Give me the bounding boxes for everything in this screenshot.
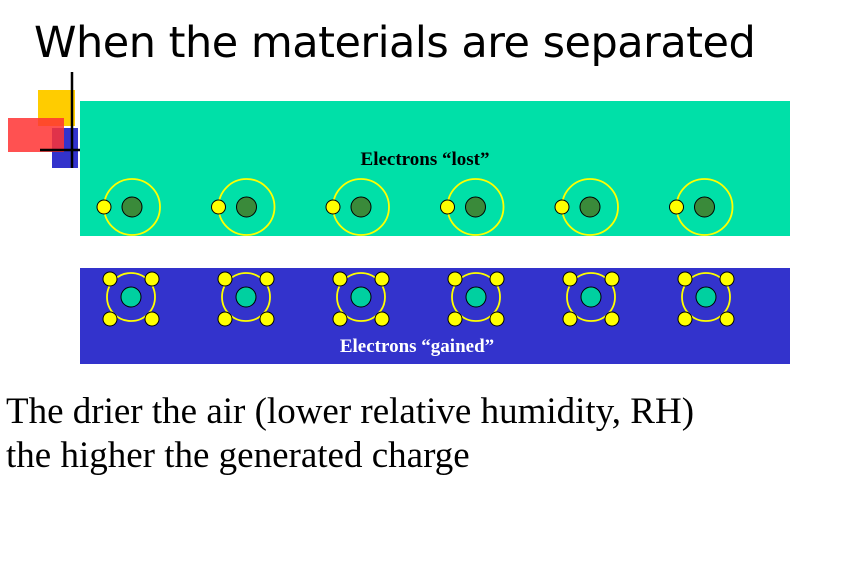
electron	[678, 312, 692, 326]
electron	[720, 312, 734, 326]
electron	[605, 272, 619, 286]
electron	[260, 272, 274, 286]
slide-caption	[6, 390, 856, 478]
electron	[260, 312, 274, 326]
nucleus	[237, 197, 257, 217]
electron	[212, 200, 226, 214]
electron	[375, 312, 389, 326]
electron	[720, 272, 734, 286]
electron	[103, 272, 117, 286]
electron	[563, 312, 577, 326]
electron	[145, 272, 159, 286]
electron	[218, 272, 232, 286]
nucleus	[581, 287, 601, 307]
electron	[490, 272, 504, 286]
electron	[333, 272, 347, 286]
electron	[441, 200, 455, 214]
logo-red-square	[8, 118, 64, 152]
nucleus	[466, 287, 486, 307]
nucleus	[695, 197, 715, 217]
label-electrons-lost: Electrons “lost”	[360, 149, 490, 170]
electron	[448, 312, 462, 326]
nucleus	[580, 197, 600, 217]
electron	[375, 272, 389, 286]
electron	[448, 272, 462, 286]
nucleus	[696, 287, 716, 307]
label-electrons-gained: Electrons “gained”	[339, 336, 495, 357]
electron	[326, 200, 340, 214]
electron	[145, 312, 159, 326]
electron	[97, 200, 111, 214]
nucleus	[236, 287, 256, 307]
nucleus	[122, 197, 142, 217]
material-strip-electrons-gained	[80, 268, 790, 364]
caption-line-2: the higher the generated charge	[6, 435, 470, 476]
caption-line-1: The drier the air (lower relative humidity, RH)	[6, 391, 695, 432]
electron	[103, 312, 117, 326]
electron	[555, 200, 569, 214]
electron	[333, 312, 347, 326]
slide-title: When the materials are separated	[34, 18, 756, 68]
electron	[563, 272, 577, 286]
material-strip-electrons-lost	[80, 101, 790, 236]
electron	[678, 272, 692, 286]
electron	[605, 312, 619, 326]
electron	[670, 200, 684, 214]
electron	[490, 312, 504, 326]
nucleus	[466, 197, 486, 217]
nucleus	[351, 287, 371, 307]
nucleus	[121, 287, 141, 307]
electron	[218, 312, 232, 326]
nucleus	[351, 197, 371, 217]
